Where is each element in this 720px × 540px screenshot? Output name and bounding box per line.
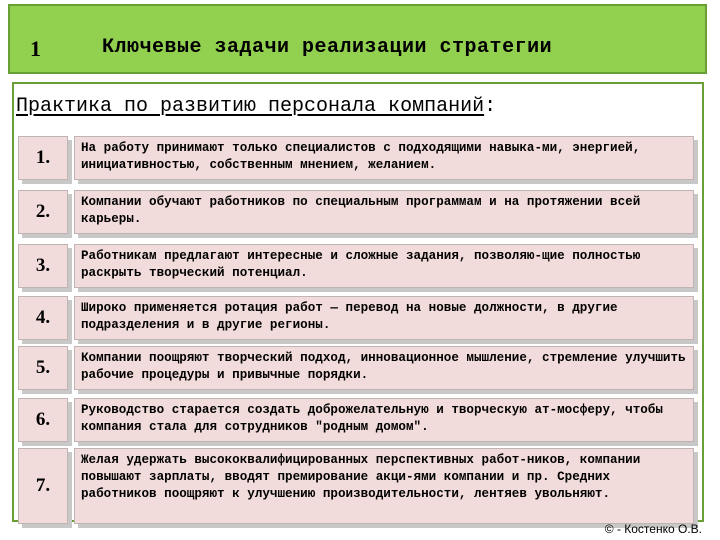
item-number: 4. — [18, 296, 68, 340]
item-number: 7. — [18, 448, 68, 524]
item-number: 6. — [18, 398, 68, 442]
item-text: Компании поощряют творческий подход, инновационное мышление, стремление улучшить рабочие процедуры и привычные порядки. — [74, 346, 694, 390]
subtitle-underlined-text: Практика по развитию персонала компаний — [16, 95, 485, 118]
item-number: 3. — [18, 244, 68, 288]
item-text: Желая удержать высококвалифицированных перспективных работ-ников, компании повышают зарплаты, вводят премирование акци-ями компании и пр. Средних работников поощряют к улучшению производительности, лентяев увольняют. — [74, 448, 694, 524]
item-number: 5. — [18, 346, 68, 390]
slide-number: 1 — [30, 36, 41, 61]
item-text: Работникам предлагают интересные и сложные задания, позволяю-щие полностью раскрыть творческий потенциал. — [74, 244, 694, 288]
item-text: Руководство старается создать доброжелательную и творческую ат-мосферу, чтобы компания стала для сотрудников "родным домом". — [74, 398, 694, 442]
header-banner — [8, 4, 707, 74]
item-number: 2. — [18, 190, 68, 234]
item-text: Компании обучают работников по специальным программам и на протяжении всей карьеры. — [74, 190, 694, 234]
copyright-note: © - Костенко О.В. — [604, 522, 702, 536]
item-text: Широко применяется ротация работ — перевод на новые должности, в другие подразделения и в другие регионы. — [74, 296, 694, 340]
subtitle-colon: : — [484, 95, 497, 118]
item-number: 1. — [18, 136, 68, 180]
item-text: На работу принимают только специалистов с подходящими навыка-ми, энергией, инициативностью, собственным мнением, желанием. — [74, 136, 694, 180]
section-subtitle — [16, 95, 496, 118]
slide-title: Ключевые задачи реализации стратегии — [102, 36, 553, 59]
